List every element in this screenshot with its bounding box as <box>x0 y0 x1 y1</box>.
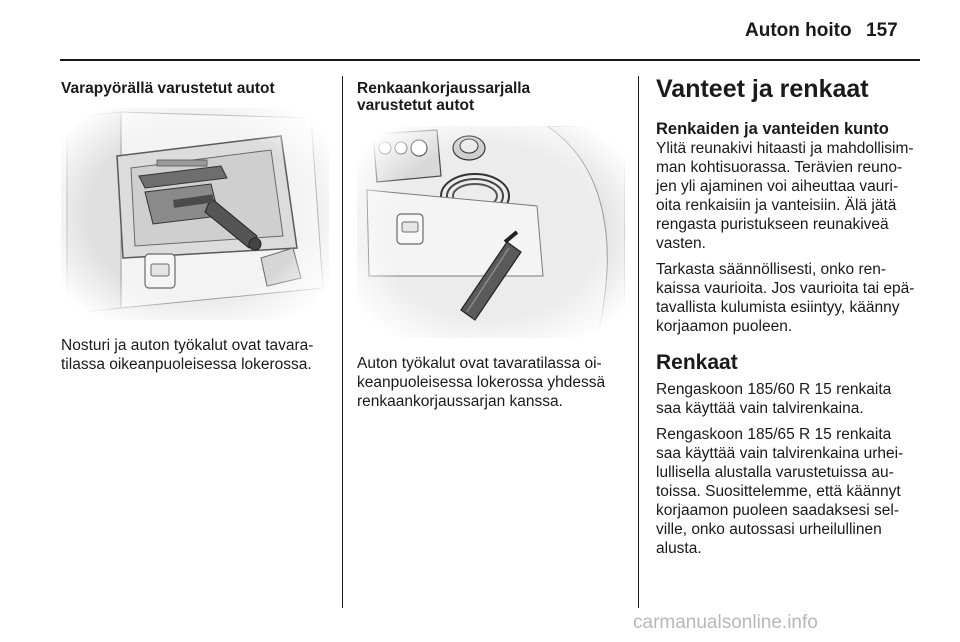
paragraph-inspection <box>656 260 946 336</box>
left-heading: Varapyörällä varustetut autot <box>61 80 275 97</box>
paragraph-line: korjaamon puoleen. <box>656 318 793 335</box>
paragraph-line: Rengaskoon 185/65 R 15 renkaita <box>656 426 892 443</box>
left-caption <box>61 336 336 374</box>
middle-heading-line: Renkaankorjaussarjalla <box>357 80 531 97</box>
paragraph-line: Ylitä reunakivi hitaasti ja mahdollisim- <box>656 140 914 157</box>
watermark: carmanualsonline.info <box>633 612 818 633</box>
paragraph-line: alusta. <box>656 540 702 557</box>
column-divider-right <box>638 76 639 608</box>
paragraph-line: ville, onko autossasi urheilullinen <box>656 521 882 538</box>
paragraph-line: saa käyttää vain talvirenkaina urhei- <box>656 445 904 462</box>
column-divider-left <box>342 76 343 608</box>
section-title: Vanteet ja renkaat <box>656 75 869 103</box>
caption-line: renkaankorjaussarjan kanssa. <box>357 393 563 410</box>
paragraph-line: toissa. Suosittelemme, että käännyt <box>656 483 901 500</box>
paragraph-line: Rengaskoon 185/60 R 15 renkaita <box>656 381 892 398</box>
paragraph-line: oita renkaisiin ja vanteisiin. Älä jätä <box>656 197 897 214</box>
middle-caption <box>357 354 632 411</box>
page-number: 157 <box>866 20 898 41</box>
paragraph-line: lullisella alustalla varustetuissa au- <box>656 464 894 481</box>
paragraph-line: man kohtisuorassa. Terävien reuno- <box>656 159 903 176</box>
paragraph-line: kaissa vaurioita. Jos vaurioita tai epä- <box>656 280 915 297</box>
paragraph-line: rengasta puristukseen reunakiveä <box>656 216 889 233</box>
caption-line: keanpuoleisessa lokerossa yhdessä <box>357 374 606 391</box>
page-header <box>0 0 960 62</box>
caption-line: Nosturi ja auton työkalut ovat tavara- <box>61 337 314 354</box>
paragraph-line: Tarkasta säännöllisesti, onko ren- <box>656 261 887 278</box>
spare-wheel-trunk-illustration <box>61 108 329 320</box>
right-column <box>656 74 946 558</box>
paragraph-tyre-size-1 <box>656 380 946 418</box>
subsection-title: Renkaiden ja vanteiden kunto <box>656 120 889 138</box>
paragraph-tyre-size-2 <box>656 425 946 558</box>
middle-heading-line: varustetut autot <box>357 97 475 114</box>
paragraph-line: tavallista kulumista esiintyy, käänny <box>656 299 900 316</box>
paragraph-line: jen yli ajaminen voi aiheuttaa vauri- <box>656 178 899 195</box>
paragraph-line: saa käyttää vain talvirenkaina. <box>656 400 864 417</box>
tyres-heading: Renkaat <box>656 351 738 374</box>
paragraph-line: korjaamon puoleen saadaksesi sel- <box>656 502 899 519</box>
middle-column <box>357 80 632 114</box>
left-column <box>61 80 336 97</box>
caption-line: tilassa oikeanpuoleisessa lokerossa. <box>61 356 312 373</box>
header-title: Auton hoito <box>745 20 852 41</box>
caption-line: Auton työkalut ovat tavaratilassa oi- <box>357 355 602 372</box>
header-rule <box>60 59 920 61</box>
paragraph-tyre-condition <box>656 139 946 253</box>
tyre-repair-kit-illustration <box>357 126 625 338</box>
paragraph-line: vasten. <box>656 235 706 252</box>
